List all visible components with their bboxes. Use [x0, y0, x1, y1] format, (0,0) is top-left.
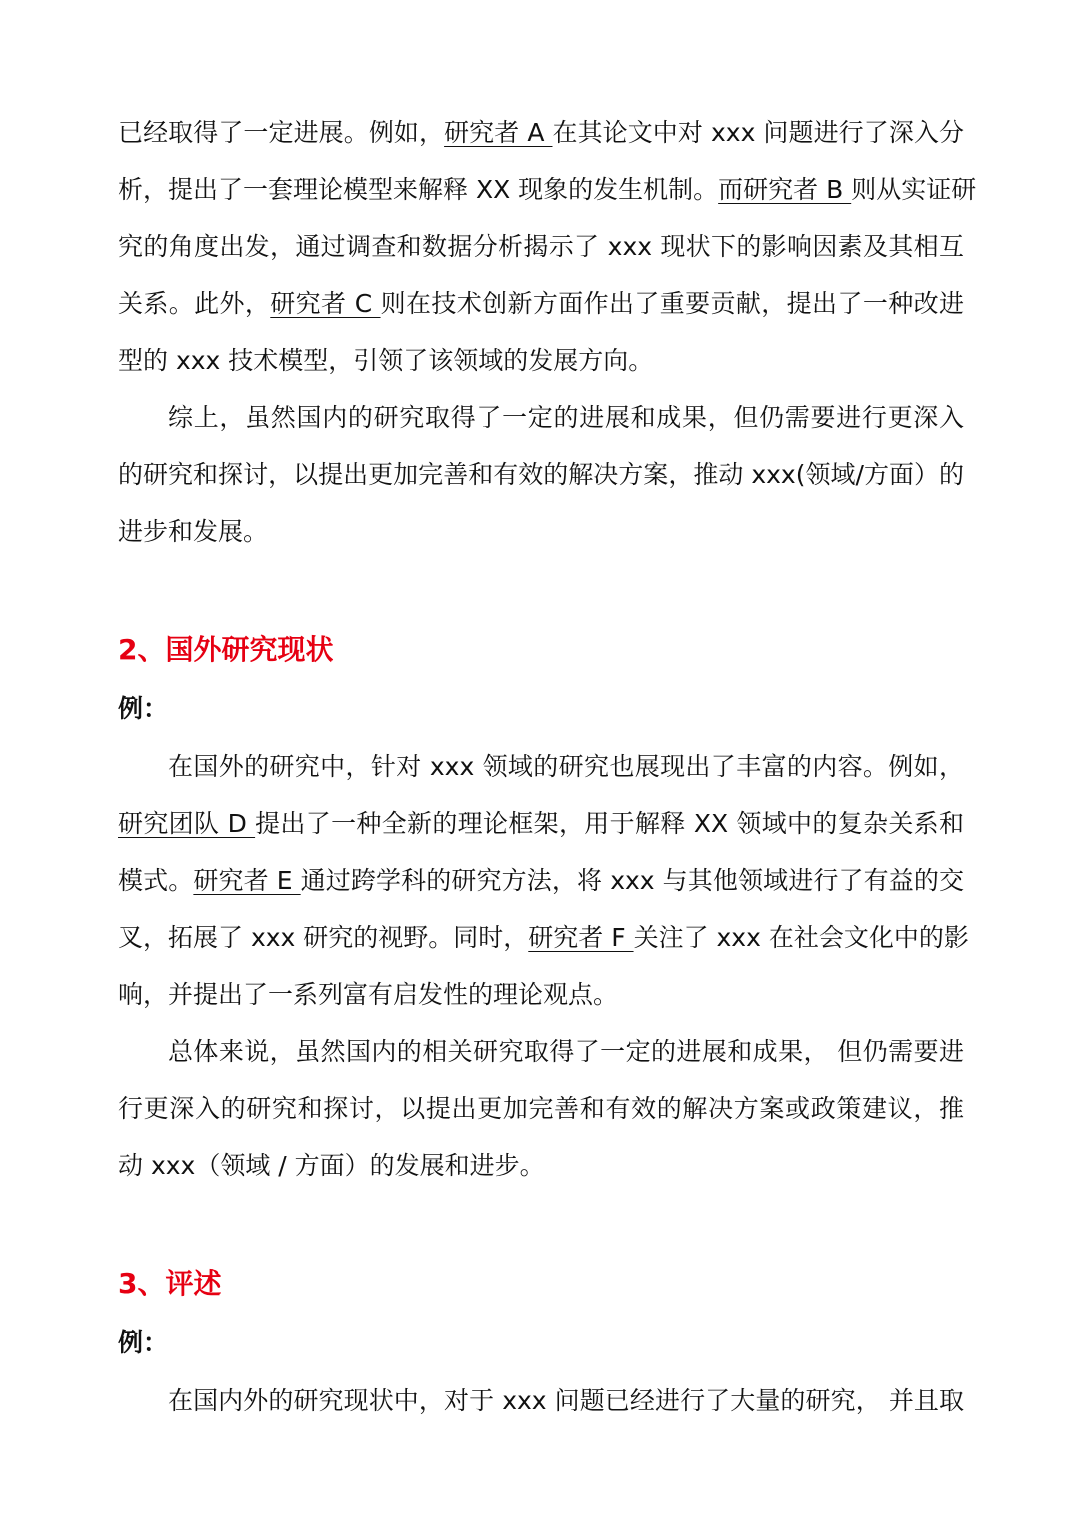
document-page — [118, 104, 977, 1429]
text-line: 型的 xxx 技术模型，引领了该领域的发展方向。 — [118, 346, 654, 375]
section-spacer — [118, 1194, 964, 1254]
text-line: 究的角度出发，通过调查和数据分析揭示了 xxx 现状下的影响因素及其相互 — [118, 232, 964, 261]
text-line: 模式。研究者 E 通过跨学科的研究方法，将 xxx 与其他领域进行了有益的交 — [118, 866, 964, 895]
researcher-c-reference: 研究者 C — [270, 289, 381, 318]
section-spacer — [118, 560, 964, 620]
researcher-a-reference: 研究者 A — [444, 118, 553, 147]
example-label: 例： — [118, 694, 169, 723]
paragraph-review — [118, 1372, 964, 1429]
section-heading-review: 3、评述 — [118, 1267, 222, 1300]
research-team-d-reference: 研究团队 D — [118, 809, 256, 838]
text-line: 行更深入的研究和探讨，以提出更加完善和有效的解决方案或政策建议，推 — [118, 1094, 964, 1123]
paragraph-domestic-research — [118, 104, 977, 389]
example-label: 例： — [118, 1328, 169, 1357]
text-line: 综上，虽然国内的研究取得了一定的进展和成果，但仍需要进行更深入 — [168, 403, 964, 432]
text-line: 研究团队 D 提出了一种全新的理论框架，用于解释 XX 领域中的复杂关系和 — [118, 809, 964, 838]
researcher-b-reference: 而研究者 B — [718, 175, 852, 204]
text-line: 的研究和探讨，以提出更加完善和有效的解决方案，推动 xxx(领域/方面）的 — [118, 460, 964, 489]
text-line: 在国内外的研究现状中，对于 xxx 问题已经进行了大量的研究， 并且取 — [168, 1386, 964, 1415]
text-line: 在国外的研究中，针对 xxx 领域的研究也展现出了丰富的内容。例如， — [168, 752, 964, 781]
text-line: 已经取得了一定进展。例如，研究者 A 在其论文中对 xxx 问题进行了深入分 — [118, 118, 964, 147]
text-line: 关系。此外，研究者 C 则在技术创新方面作出了重要贡献，提出了一种改进 — [118, 289, 964, 318]
text-line: 响，并提出了一系列富有启发性的理论观点。 — [118, 980, 619, 1009]
text-line: 叉，拓展了 xxx 研究的视野。同时，研究者 F 关注了 xxx 在社会文化中的影 — [118, 923, 969, 952]
text-line: 进步和发展。 — [118, 517, 269, 546]
paragraph-domestic-summary — [118, 389, 964, 560]
section-heading-foreign-research: 2、国外研究现状 — [118, 633, 334, 666]
researcher-f-reference: 研究者 F — [528, 923, 634, 952]
paragraph-foreign-research — [118, 738, 969, 1023]
text-line: 总体来说，虽然国内的相关研究取得了一定的进展和成果， 但仍需要进 — [168, 1037, 964, 1066]
text-line: 动 xxx（领域 / 方面）的发展和进步。 — [118, 1151, 545, 1180]
paragraph-foreign-summary — [118, 1023, 964, 1194]
text-line: 析，提出了一套理论模型来解释 XX 现象的发生机制。而研究者 B 则从实证研 — [118, 175, 977, 204]
researcher-e-reference: 研究者 E — [193, 866, 301, 895]
